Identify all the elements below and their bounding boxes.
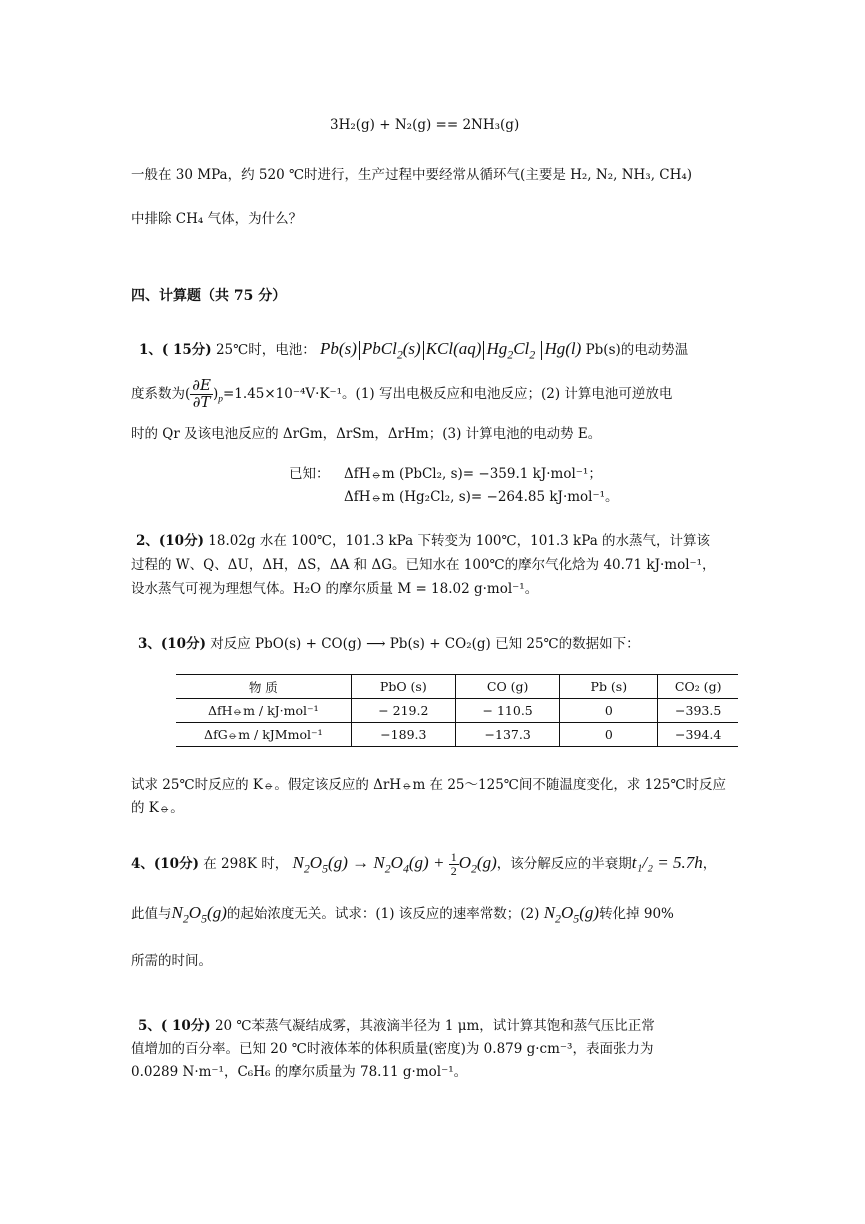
question-1-line-2-prefix: 度系数为 (131, 385, 185, 402)
question-4-line-1: 4、(10分) 在 298K 时， $N_2O_5(g) \to N_2O_4(g)$ + $\frac{1}{2}$ $O_2(g)$，该分解反应的半衰期t₁/₂ = 5.7h， (131, 850, 717, 878)
question-4-line-2-middle: 的起始浓度无关。试求：(1) 该反应的速率常数；(2) (226, 906, 540, 922)
table-cell: − 110.5 (455, 699, 559, 723)
section-heading: 四、计算题（共 75 分） (131, 288, 287, 304)
question-5-line-2: 值增加的百分率。已知 20 ℃时液体苯的体积质量(密度)为 0.879 g·cm⁻³，表面张力为 (131, 1041, 654, 1057)
question-2-line-2: 过程的 W、Q、ΔU，ΔH，ΔS，ΔA 和 ΔG。已知水在 100℃的摩尔气化焓为 40.71 kJ·mol⁻¹， (131, 557, 716, 573)
question-2-line-1 (136, 529, 710, 549)
question-1-line-2-suffix: =1.45×10⁻⁴V·K⁻¹。(1) 写出电极反应和电池反应；(2) 计算电池可逆放电 (223, 385, 673, 402)
known-value-1: ΔfH⦵m (PbCl₂, s)= −359.1 kJ·mol⁻¹； (344, 466, 602, 482)
question-4-mid: ，该分解反应的半衰期 (496, 856, 632, 872)
question-4-lead: 在 298K 时， (203, 856, 289, 872)
table-header-cell: Pb (s) (560, 675, 658, 699)
question-2-text-1: 18.02g 水在 100℃，101.3 kPa 下转变为 100℃，101.3 kPa 的水蒸气，计算该 (208, 533, 711, 549)
known-label: 已知： (289, 466, 330, 482)
question-1-line-2 (131, 378, 672, 411)
reaction-equation: 3H₂(g) + N₂(g) == 2NH₃(g) (330, 117, 520, 133)
table-header-row (176, 675, 738, 699)
table-header-cell: 物 质 (176, 675, 351, 699)
species-n2o5: $N_2O_5(g)$ (543, 903, 600, 926)
half-life-value: t₁/₂ = 5.7h (631, 853, 703, 872)
table-cell: 0 (560, 723, 658, 747)
table-cell: −189.3 (351, 723, 455, 747)
question-3-line-3: 的 K⦵。 (131, 800, 184, 816)
question-5-line-3: 0.0289 N·m⁻¹，C₆H₆ 的摩尔质量为 78.11 g·mol⁻¹。 (131, 1064, 468, 1080)
question-2-line-3: 设水蒸气可视为理想气体。H₂O 的摩尔质量 M = 18.02 g·mol⁻¹。 (131, 581, 539, 597)
cell-notation: Pb(s) PbCl$_2$(s) KCl(aq) $Hg_2Cl_2$ Hg(l) (320, 339, 582, 362)
intro-line-1: 一般在 30 MPa，约 520 ℃时进行，生产过程中要经常从循环气(主要是 H₂, N₂, NH₃, CH₄) (131, 167, 693, 183)
table-cell: ΔfG⦵m / kJMmol⁻¹ (176, 723, 351, 747)
table-header-cell: CO₂ (g) (658, 675, 738, 699)
question-4-number: 4、(10分) (131, 856, 199, 872)
thermo-data-table (176, 674, 738, 747)
table-row (176, 723, 738, 747)
table-header-cell: CO (g) (455, 675, 559, 699)
question-1-tail: Pb(s)的电动势温 (585, 342, 689, 358)
question-1-line-1 (139, 338, 688, 365)
known-value-2: ΔfH⦵m (Hg₂Cl₂, s)= −264.85 kJ·mol⁻¹。 (344, 489, 619, 505)
table-header-cell: PbO (s) (351, 675, 455, 699)
temperature-coefficient-fraction: ( $\frac{\partial E}{\partial T}$ )$_p$ (185, 376, 223, 411)
question-2-number: 2、(10分) (136, 533, 204, 549)
question-3-number: 3、(10分) (138, 636, 206, 652)
table-cell: − 219.2 (351, 699, 455, 723)
species-n2o5: $N_2O_5(g)$ (171, 903, 227, 926)
question-5-text-1: 20 ℃苯蒸气凝结成雾，其液滴半径为 1 μm，试计算其饱和蒸气压比正常 (214, 1018, 655, 1034)
table-cell: −394.4 (658, 723, 738, 747)
table-cell: −393.5 (658, 699, 738, 723)
question-1-number: 1、( 15分) (139, 342, 212, 358)
question-3-line-1 (138, 632, 640, 652)
question-4-line-2-prefix: 此值与 (131, 906, 172, 922)
intro-line-2: 中排除 CH₄ 气体，为什么？ (131, 211, 303, 227)
table-cell: ΔfH⦵m / kJ·mol⁻¹ (176, 699, 351, 723)
question-1-lead: 25℃时，电池： (215, 342, 316, 358)
question-5-line-1 (138, 1014, 655, 1034)
question-3-text-1: 对反应 PbO(s) + CO(g) ⟶ Pb(s) + CO₂(g) 已知 25℃的数据如下： (210, 636, 640, 652)
decomposition-reaction: $N_2O_5(g) \to N_2O_4(g)$ + $\frac{1}{2}$ $O_2(g)$ (292, 850, 497, 878)
question-1-line-3: 时的 Qr 及该电池反应的 ΔrGm，ΔrSm，ΔrHm；(3) 计算电池的电动势 E。 (131, 426, 602, 442)
table-cell: 0 (560, 699, 658, 723)
table-cell: −137.3 (455, 723, 559, 747)
table-row (176, 699, 738, 723)
question-4-line-3: 所需的时间。 (131, 953, 212, 969)
question-5-number: 5、( 10分) (138, 1018, 211, 1034)
question-4-line-2-suffix: 转化掉 90% (599, 906, 674, 922)
question-4-line-2 (131, 902, 674, 929)
question-3-line-2: 试求 25℃时反应的 K⦵。假定该反应的 ΔrH⦵m 在 25～125℃间不随温度变化，求 125℃时反应 (131, 777, 727, 793)
